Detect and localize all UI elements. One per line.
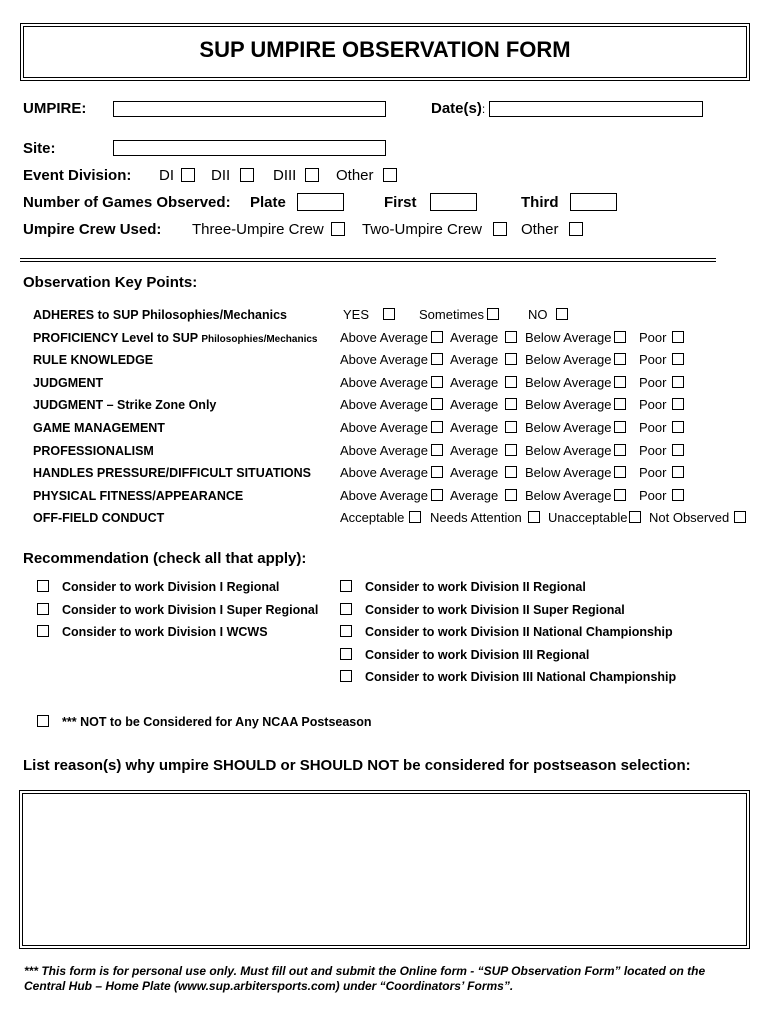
games-observed-label: Number of Games Observed: [23, 194, 231, 211]
key-point-option-label: YES [343, 307, 370, 322]
key-points-heading: Observation Key Points: [23, 274, 198, 291]
key-point-option-label: Average [450, 352, 499, 367]
key-point-option-label: Above Average [340, 397, 428, 412]
key-point-label [33, 489, 243, 503]
crew-three-checkbox[interactable] [331, 222, 345, 236]
key-point-label [33, 308, 287, 322]
key-point-option-checkbox[interactable] [431, 331, 443, 343]
recommendation-checkbox[interactable] [37, 580, 49, 592]
key-point-option-label: Poor [639, 330, 667, 345]
reasons-textarea[interactable] [19, 790, 750, 949]
key-point-option-checkbox[interactable] [505, 444, 517, 456]
key-point-option-checkbox[interactable] [614, 444, 626, 456]
first-count-input[interactable] [430, 193, 477, 211]
key-point-option-label: Below Average [525, 330, 612, 345]
key-point-label [33, 398, 216, 412]
key-point-option-label: Above Average [340, 420, 428, 435]
recommendation-label: Consider to work Division III Regional [365, 648, 590, 662]
reasons-heading: List reason(s) why umpire SHOULD or SHOULD NOT be considered for postseason selection: [23, 757, 691, 774]
key-point-option-checkbox[interactable] [487, 308, 499, 320]
crew-option-two: Two-Umpire Crew [362, 221, 483, 238]
key-point-option-checkbox[interactable] [614, 331, 626, 343]
key-point-label-text: HANDLES PRESSURE/DIFFICULT SITUATIONS [33, 466, 312, 480]
key-point-option-label: Poor [639, 443, 667, 458]
form-title: SUP UMPIRE OBSERVATION FORM [199, 37, 571, 62]
key-point-option-label: Poor [639, 375, 667, 390]
key-point-option-checkbox[interactable] [672, 398, 684, 410]
dates-colon: : [481, 102, 486, 116]
recommendation-checkbox[interactable] [37, 603, 49, 615]
key-point-option-label: Above Average [340, 465, 428, 480]
division-option-dii: DII [211, 167, 231, 184]
key-point-option-label: Below Average [525, 488, 612, 503]
key-point-option-label: Poor [639, 465, 667, 480]
key-point-option-label: Sometimes [419, 307, 485, 322]
key-point-option-checkbox[interactable] [505, 376, 517, 388]
key-point-option-label: Unacceptable [548, 510, 628, 525]
key-point-option-label: Poor [639, 420, 667, 435]
key-point-option-label: Above Average [340, 443, 428, 458]
third-label: Third [521, 194, 559, 211]
key-point-option-label: Average [450, 443, 499, 458]
key-point-option-checkbox[interactable] [672, 466, 684, 478]
key-point-label-text: JUDGMENT [33, 376, 104, 390]
key-point-option-label: Average [450, 420, 499, 435]
key-point-option-label: Above Average [340, 352, 428, 367]
key-point-option-checkbox[interactable] [505, 466, 517, 478]
key-point-option-checkbox[interactable] [734, 511, 746, 523]
third-count-input[interactable] [570, 193, 617, 211]
recommendation-heading: Recommendation (check all that apply): [23, 550, 307, 567]
recommendation-label: Consider to work Division III National Championship [365, 670, 677, 684]
key-point-option-checkbox[interactable] [672, 331, 684, 343]
key-point-option-checkbox[interactable] [431, 444, 443, 456]
key-point-option-checkbox[interactable] [431, 489, 443, 501]
key-point-label [33, 444, 154, 458]
key-point-option-checkbox[interactable] [431, 466, 443, 478]
key-point-option-checkbox[interactable] [672, 353, 684, 365]
recommendation-checkbox[interactable] [340, 603, 352, 615]
key-point-label-text: PROFESSIONALISM [33, 444, 154, 458]
key-point-option-checkbox[interactable] [614, 489, 626, 501]
key-point-option-label: Average [450, 465, 499, 480]
key-point-option-checkbox[interactable] [672, 444, 684, 456]
key-point-option-checkbox[interactable] [556, 308, 568, 320]
recommendation-checkbox[interactable] [340, 625, 352, 637]
key-point-option-label: Poor [639, 352, 667, 367]
footer-note [24, 964, 749, 994]
key-point-option-label: Poor [639, 488, 667, 503]
footer-line-1: *** This form is for personal use only. Must fill out and submit the Online form - “SUP Observation Form” located on the [24, 964, 706, 978]
first-label: First [384, 194, 417, 211]
key-point-option-label: Average [450, 330, 499, 345]
key-point-label-text: PROFICIENCY Level to SUP [33, 331, 202, 345]
division-diii-checkbox[interactable] [305, 168, 319, 182]
event-division-label: Event Division: [23, 167, 132, 184]
key-point-option-checkbox[interactable] [614, 398, 626, 410]
key-point-option-label: Below Average [525, 397, 612, 412]
key-point-option-label: Below Average [525, 420, 612, 435]
key-point-option-label: Above Average [340, 488, 428, 503]
crew-option-other: Other [521, 221, 559, 238]
plate-label: Plate [250, 194, 286, 211]
division-dii-checkbox[interactable] [240, 168, 254, 182]
key-point-label [33, 331, 318, 345]
division-other-checkbox[interactable] [383, 168, 397, 182]
key-point-option-checkbox[interactable] [505, 331, 517, 343]
key-point-option-checkbox[interactable] [672, 421, 684, 433]
recommendation-label: Consider to work Division I Super Regional [62, 603, 319, 617]
divider-line [20, 258, 716, 259]
key-point-option-checkbox[interactable] [431, 421, 443, 433]
umpire-label: UMPIRE: [23, 100, 87, 117]
key-point-label-text: GAME MANAGEMENT [33, 421, 165, 435]
key-point-option-label: Poor [639, 397, 667, 412]
crew-other-checkbox[interactable] [569, 222, 583, 236]
key-point-label-text: OFF-FIELD CONDUCT [33, 511, 165, 525]
key-point-option-checkbox[interactable] [505, 353, 517, 365]
key-point-option-checkbox[interactable] [614, 421, 626, 433]
recommendation-checkbox[interactable] [340, 648, 352, 660]
plate-count-input[interactable] [297, 193, 344, 211]
recommendation-label: Consider to work Division II Regional [365, 580, 586, 594]
key-point-option-label: Above Average [340, 330, 428, 345]
footer-line-2: Central Hub – Home Plate (www.sup.arbitersports.com) under “Coordinators’ Forms”. [24, 979, 514, 993]
key-point-label [33, 466, 311, 480]
key-point-option-checkbox[interactable] [505, 489, 517, 501]
dates-label: Date(s) [431, 100, 482, 117]
key-point-option-checkbox[interactable] [528, 511, 540, 523]
reasons-inner-frame [22, 793, 747, 946]
division-option-diii: DIII [273, 167, 297, 184]
key-point-label [33, 421, 165, 435]
key-point-option-label: Below Average [525, 352, 612, 367]
division-option-other: Other [336, 167, 374, 184]
recommendation-checkbox[interactable] [340, 580, 352, 592]
key-point-option-label: Needs Attention [430, 510, 522, 525]
key-point-label-text: RULE KNOWLEDGE [33, 353, 154, 367]
key-point-label-text: JUDGMENT – Strike Zone Only [33, 398, 217, 412]
division-option-di: DI [159, 167, 174, 184]
key-point-option-checkbox[interactable] [672, 376, 684, 388]
key-point-option-label: Average [450, 375, 499, 390]
division-di-checkbox[interactable] [181, 168, 195, 182]
key-point-option-label: Below Average [525, 375, 612, 390]
not-considered-checkbox[interactable] [37, 715, 49, 727]
crew-option-three: Three-Umpire Crew [192, 221, 324, 238]
crew-label: Umpire Crew Used: [23, 221, 162, 238]
key-point-option-checkbox[interactable] [383, 308, 395, 320]
key-point-label-text: ADHERES to SUP Philosophies/Mechanics [33, 308, 287, 322]
key-point-option-label: Above Average [340, 375, 428, 390]
key-point-label-small: Philosophies/Mechanics [201, 334, 318, 345]
key-point-option-checkbox[interactable] [505, 421, 517, 433]
key-point-option-label: NO [528, 307, 548, 322]
key-point-option-checkbox[interactable] [614, 466, 626, 478]
key-point-label-text: PHYSICAL FITNESS/APPEARANCE [33, 489, 244, 503]
recommendation-label: Consider to work Division II Super Regional [365, 603, 625, 617]
key-point-option-label: Average [450, 488, 499, 503]
key-point-option-label: Acceptable [340, 510, 405, 525]
title-frame [20, 23, 750, 81]
recommendation-label: Consider to work Division I WCWS [62, 625, 268, 639]
key-point-label [33, 353, 153, 367]
key-point-option-checkbox[interactable] [431, 376, 443, 388]
recommendation-checkbox[interactable] [340, 670, 352, 682]
key-point-option-label: Below Average [525, 465, 612, 480]
key-point-label [33, 376, 103, 390]
key-point-option-label: Not Observed [649, 510, 730, 525]
key-point-option-checkbox[interactable] [505, 398, 517, 410]
key-point-option-checkbox[interactable] [614, 376, 626, 388]
not-considered-label: *** NOT to be Considered for Any NCAA Postseason [62, 715, 372, 729]
dates-input[interactable] [489, 101, 703, 117]
key-point-option-checkbox[interactable] [431, 353, 443, 365]
site-label: Site: [23, 140, 56, 157]
key-point-option-checkbox[interactable] [409, 511, 421, 523]
crew-two-checkbox[interactable] [493, 222, 507, 236]
key-point-option-label: Average [450, 397, 499, 412]
key-point-option-checkbox[interactable] [431, 398, 443, 410]
site-input[interactable] [113, 140, 386, 156]
key-point-label [33, 511, 164, 525]
key-point-option-checkbox[interactable] [672, 489, 684, 501]
umpire-input[interactable] [113, 101, 386, 117]
recommendation-checkbox[interactable] [37, 625, 49, 637]
recommendation-label: Consider to work Division II National Championship [365, 625, 673, 639]
recommendation-label: Consider to work Division I Regional [62, 580, 280, 594]
divider-line [20, 261, 716, 262]
key-point-option-checkbox[interactable] [629, 511, 641, 523]
key-point-option-checkbox[interactable] [614, 353, 626, 365]
key-point-option-label: Below Average [525, 443, 612, 458]
